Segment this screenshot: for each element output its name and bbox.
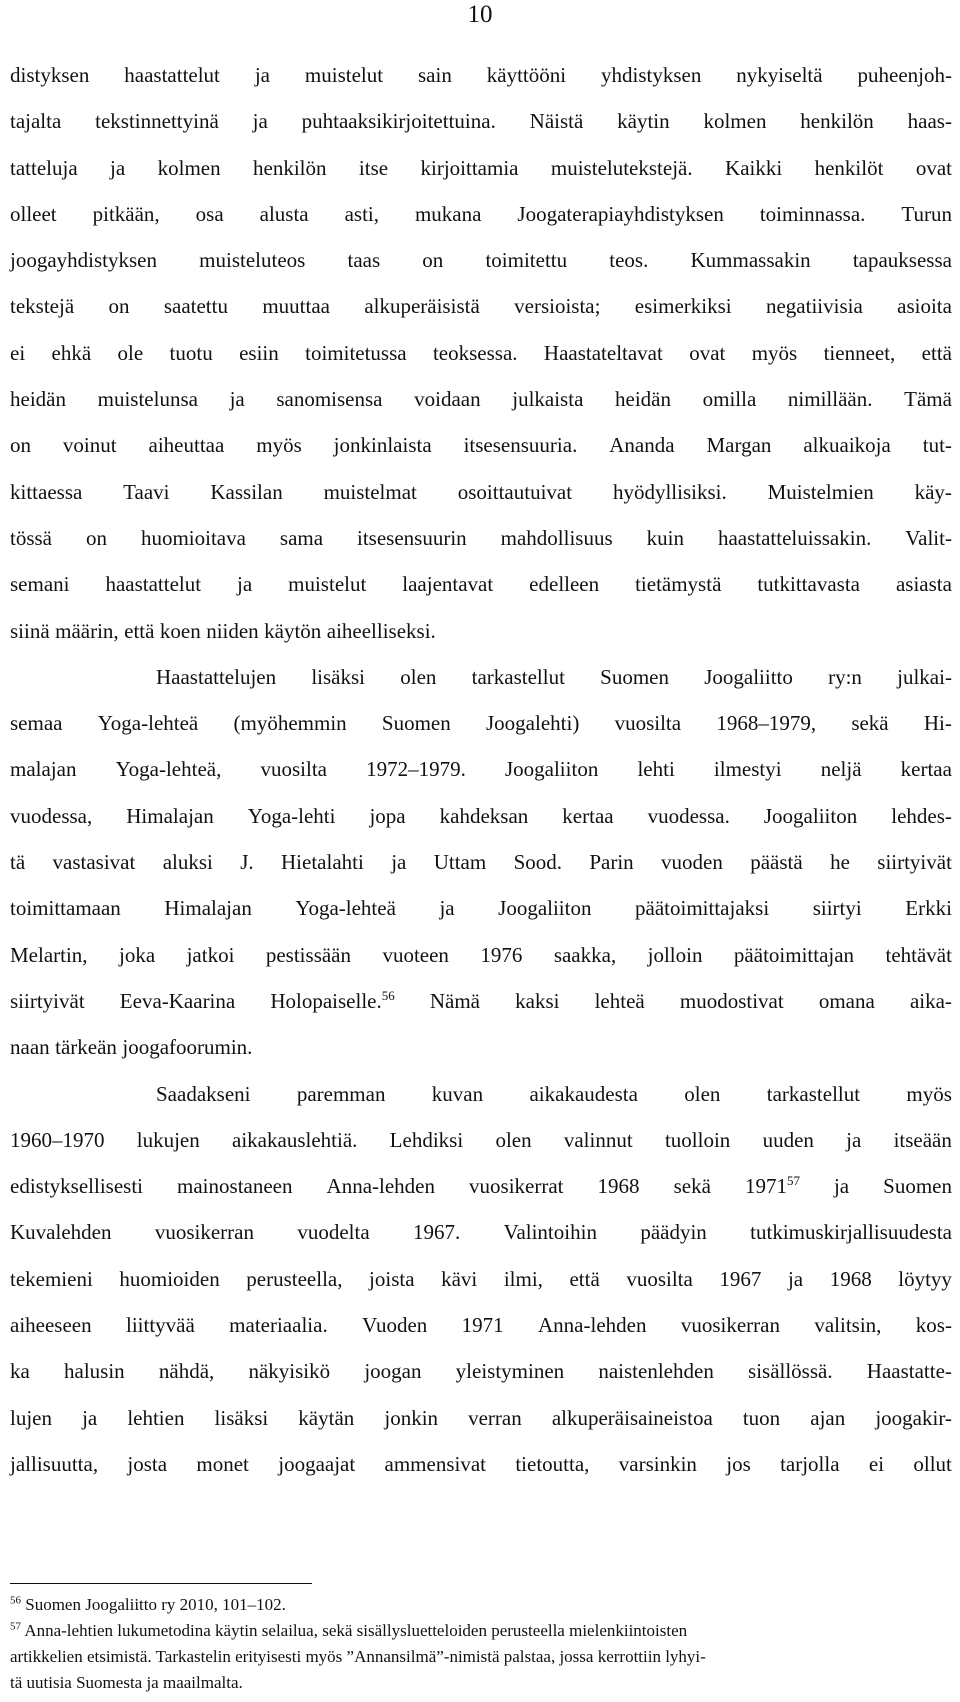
footnote-separator (10, 1583, 312, 1584)
text-line: aiheeseen liittyvää materiaalia. Vuoden 1971 Anna-lehden vuosikerran valitsin, kos- (10, 1313, 952, 1338)
text-line: distyksen haastattelut ja muistelut sain käyttööni yhdistyksen nykyiseltä puheenjoh- (10, 63, 952, 87)
footnote-line: artikkelien etsimistä. Tarkastelin erityisesti myös ”Annansilmä”-nimistä palstaa, jossa kerrottiin lyhyi- (10, 1647, 706, 1666)
text-line: ka halusin nähdä, näkyisikö joogan yleistyminen naistenlehden sisällössä. Haastatte- (10, 1359, 952, 1384)
text-line: tössä on huomioitava sama itsesensuurin mahdollisuus kuin haastatteluissakin. Valit- (10, 525, 952, 550)
text-line: tä vastasivat aluksi J. Hietalahti ja Uttam Sood. Parin vuoden päästä he siirtyivät (10, 850, 952, 875)
footnote-line: $^{56}$ Suomen Joogaliitto ry 2010, 101–102. (10, 1594, 286, 1614)
text-line: olleet pitkään, osa alusta asti, mukana Joogaterapiayhdistyksen toiminnassa. Turun (10, 201, 952, 226)
text-line: 1960–1970 lukujen aikakauslehtiä. Lehdiksi olen valinnut tuolloin uuden ja itseään (10, 1127, 952, 1152)
text-line: Kuvalehden vuosikerran vuodelta 1967. Valintoihin päädyin tutkimuskirjallisuudesta (10, 1220, 952, 1245)
footnote-number: 57 (10, 1620, 21, 1633)
text-line: edistyksellisesti mainostaneen Anna-lehden vuosikerrat 1968 sekä 1971$^{57}$ ja Suomen (10, 1173, 952, 1199)
text-line: Saadakseni paremman kuvan aikakaudesta olen tarkastellut myös (156, 1081, 952, 1106)
text-line: Haastattelujen lisäksi olen tarkastellut Suomen Joogaliitto ry:n julkai- (156, 664, 952, 689)
text-line: jallisuutta, josta monet joogaajat ammensivat tietoutta, varsinkin jos tarjolla ei ollut (10, 1451, 952, 1476)
text-line: tekemieni huomioiden perusteella, joista kävi ilmi, että vuosilta 1967 ja 1968 löytyy (10, 1266, 952, 1291)
text-line: semaa Yoga-lehteä (myöhemmin Suomen Joogalehti) vuosilta 1968–1979, sekä Hi- (10, 711, 952, 736)
footnote-line: tä uutisia Suomesta ja maailmalta. (10, 1673, 243, 1692)
text-line: tatteluja ja kolmen henkilön itse kirjoittamia muistelutekstejä. Kaikki henkilöt ovat (10, 155, 952, 180)
footnote-number: 56 (10, 1594, 21, 1607)
text-line: Melartin, joka jatkoi pestissään vuoteen 1976 saakka, jolloin päätoimittajan tehtävät (10, 942, 952, 967)
text-line: kittaessa Taavi Kassilan muistelmat osoittautuivat hyödyllisiksi. Muistelmien käy- (10, 479, 952, 504)
text-line: lujen ja lehtien lisäksi käytän jonkin verran alkuperäisaineistoa tuon ajan joogakir- (10, 1405, 952, 1430)
text-line: naan tärkeän joogafoorumin. (10, 1035, 253, 1060)
text-line: joogayhdistyksen muisteluteos taas on toimitettu teos. Kummassakin tapauksessa (10, 248, 952, 273)
text-line: on voinut aiheuttaa myös jonkinlaista itsesensuuria. Ananda Margan alkuaikoja tut- (10, 433, 952, 458)
text-line: siinä määrin, että koen niiden käytön aiheelliseksi. (10, 618, 436, 643)
text-line: tajalta tekstinnettyinä ja puhtaaksikirjoitettuina. Näistä käytin kolmen henkilön haas- (10, 109, 952, 134)
footnote-reference: 57 (786, 1173, 800, 1189)
text-line: vuodessa, Himalajan Yoga-lehti jopa kahdeksan kertaa vuodessa. Joogaliiton lehdes- (10, 803, 952, 828)
text-line: tekstejä on saatettu muuttaa alkuperäisistä versioista; esimerkiksi negatiivisia asioita (10, 294, 952, 319)
text-line: ei ehkä ole tuotu esiin toimitetussa teoksessa. Haastateltavat ovat myös tienneet, että (10, 340, 952, 365)
text-line: toimittamaan Himalajan Yoga-lehteä ja Joogaliiton päätoimittajaksi siirtyi Erkki (10, 896, 952, 921)
body-text (10, 52, 952, 1487)
text-line: heidän muistelunsa ja sanomisensa voidaan julkaista heidän omilla nimillään. Tämä (10, 387, 952, 412)
footnote-line: $^{57}$ Anna-lehtien lukumetodina käytin selailua, sekä sisällysluetteloiden perusteella mielenkiintoisten (10, 1620, 688, 1640)
text-line: malajan Yoga-lehteä, vuosilta 1972–1979. Joogaliiton lehti ilmestyi neljä kertaa (10, 757, 952, 782)
page-number: 10 (467, 1, 493, 28)
text-line: siirtyivät Eeva-Kaarina Holopaiselle.$^{56}$ Nämä kaksi lehteä muodostivat omana aika- (10, 987, 952, 1013)
text-line: semani haastattelut ja muistelut laajentavat edelleen tietämystä tutkittavasta asiasta (10, 572, 952, 597)
footnote-reference: 56 (381, 987, 395, 1003)
footnotes (10, 1592, 952, 1696)
